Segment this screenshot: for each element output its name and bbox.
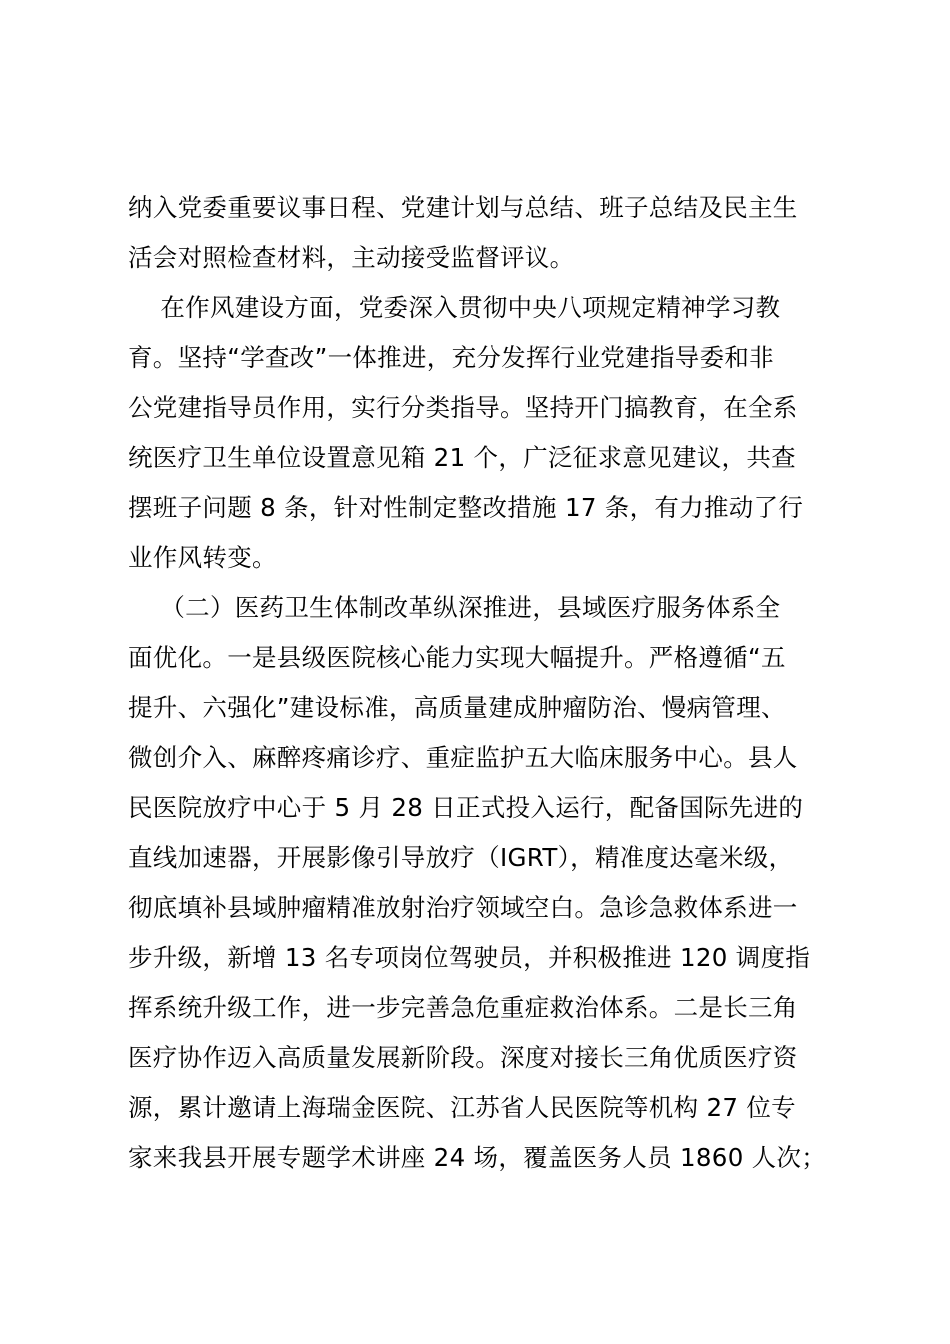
text-line-9: （二）医药卫生体制改革纵深推进，县域医疗服务体系全 bbox=[128, 593, 781, 622]
text-line-1: 纳入党委重要议事日程、党建计划与总结、班子总结及民主生 bbox=[128, 193, 798, 222]
text-line-6: 统医疗卫生单位设置意见箱 21 个，广泛征求意见建议，共查 bbox=[128, 443, 796, 472]
text-line-20: 家来我县开展专题学术讲座 24 场，覆盖医务人员 1860 人次； bbox=[128, 1143, 827, 1172]
text-line-7: 摆班子问题 8 条，针对性制定整改措施 17 条，有力推动了行 bbox=[128, 493, 804, 522]
text-line-8: 业作风转变。 bbox=[128, 543, 277, 572]
text-line-16: 步升级，新增 13 名专项岗位驾驶员，并积极推进 120 调度指 bbox=[128, 943, 811, 972]
text-line-17: 挥系统升级工作，进一步完善急危重症救治体系。二是长三角 bbox=[128, 993, 798, 1022]
text-line-10: 面优化。一是县级医院核心能力实现大幅提升。严格遵循“五 bbox=[128, 643, 786, 672]
text-line-14: 直线加速器，开展影像引导放疗（IGRT），精准度达毫米级， bbox=[128, 843, 794, 872]
text-line-2: 活会对照检查材料，主动接受监督评议。 bbox=[128, 243, 575, 272]
text-line-13: 民医院放疗中心于 5 月 28 日正式投入运行，配备国际先进的 bbox=[128, 793, 804, 822]
text-line-15: 彻底填补县域肿瘤精准放射治疗领域空白。急诊急救体系进一 bbox=[128, 893, 798, 922]
document-body bbox=[128, 183, 838, 1183]
text-line-4: 育。坚持“学查改”一体推进，充分发挥行业党建指导委和非 bbox=[128, 343, 774, 372]
text-line-3: 在作风建设方面，党委深入贯彻中央八项规定精神学习教 bbox=[128, 293, 781, 322]
text-line-5: 公党建指导员作用，实行分类指导。坚持开门搞教育，在全系 bbox=[128, 393, 798, 422]
text-line-12: 微创介入、麻醉疼痛诊疗、重症监护五大临床服务中心。县人 bbox=[128, 743, 798, 772]
text-line-11: 提升、六强化”建设标准，高质量建成肿瘤防治、慢病管理、 bbox=[128, 693, 786, 722]
text-line-18: 医疗协作迈入高质量发展新阶段。深度对接长三角优质医疗资 bbox=[128, 1043, 798, 1072]
text-line-19: 源，累计邀请上海瑞金医院、江苏省人民医院等机构 27 位专 bbox=[128, 1093, 796, 1122]
